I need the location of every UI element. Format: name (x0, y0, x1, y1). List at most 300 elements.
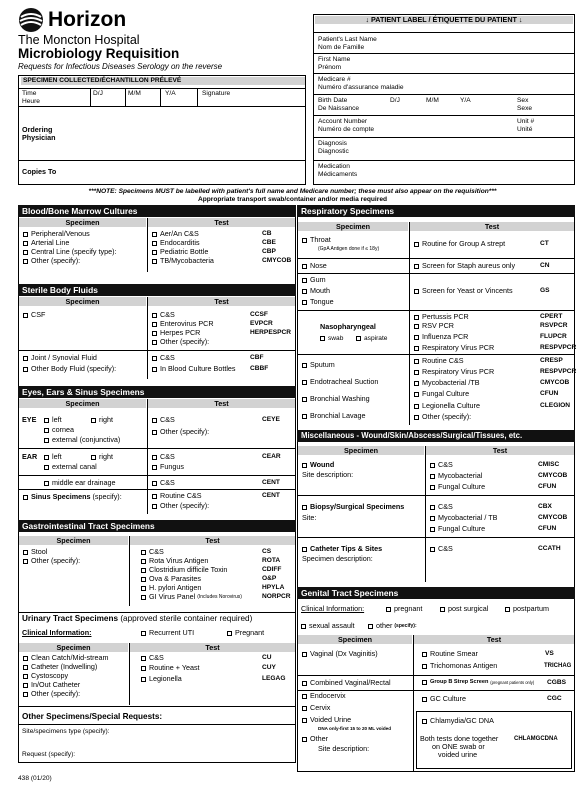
genital-chlamydia-code: CHLAMGCDNA (514, 736, 558, 742)
genital-smear[interactable]: Routine Smear (422, 650, 478, 658)
urinary-section-title: Urinary Tract Specimens (approved sterile container required) (22, 614, 253, 623)
checkbox[interactable] (430, 474, 435, 479)
checkbox[interactable] (23, 367, 28, 372)
labelling-note: ***NOTE: Specimens MUST be labelled with patient's full name and Medicare number; these must also appear on the requisition*** (88, 188, 497, 195)
genital-gbs-code: CGBS (547, 679, 567, 686)
misc-biopsy-test-1[interactable]: Mycobacterial / TB (430, 514, 497, 522)
resp-section-title: Respiratory Specimens (297, 205, 575, 217)
blood-spec-0[interactable]: Peripheral/Venous (23, 230, 90, 238)
genital-other-spec[interactable]: Other (302, 735, 328, 743)
checkbox[interactable] (152, 494, 157, 499)
sterile-spec-header: Specimen (19, 297, 146, 306)
misc-wound-site: Site description: (302, 470, 354, 479)
checkbox[interactable] (152, 481, 157, 486)
resp-test-header: Test (410, 222, 574, 231)
genital-pregnant[interactable]: pregnant (386, 605, 422, 613)
unit-label: Unit # (517, 118, 535, 125)
resp-lower-test-0[interactable]: Routine C&S (414, 357, 464, 365)
checkbox[interactable] (302, 289, 307, 294)
diagnosis-label: Diagnosis (318, 140, 347, 147)
checkbox[interactable] (152, 322, 157, 327)
checkbox[interactable] (152, 455, 157, 460)
checkbox[interactable] (302, 505, 307, 510)
sterile-test-0[interactable]: C&S (152, 311, 175, 319)
checkbox[interactable] (23, 356, 28, 361)
checkbox[interactable] (302, 300, 307, 305)
checkbox[interactable] (141, 595, 146, 600)
eyes-spec-header: Specimen (19, 399, 146, 408)
transport-note: Appropriate transport swab/container and/or media required (197, 196, 388, 203)
resp-lower-code-3: CFUN (540, 390, 559, 397)
checkbox[interactable] (152, 313, 157, 318)
sterile-code-1: EVPCR (250, 320, 273, 327)
checkbox[interactable] (302, 718, 307, 723)
checkbox[interactable] (23, 656, 28, 661)
sex-label-fr: Sexe (517, 105, 533, 112)
other-site-label[interactable]: Site/specimens type (specify): (22, 728, 110, 735)
resp-lower-spec-2[interactable]: Bronchial Washing (302, 395, 370, 403)
urinary-spec-3[interactable]: In/Out Catheter (23, 681, 80, 689)
misc-section-title: Miscellaneous - Wound/Skin/Abscess/Surgical/Tissues, etc. (297, 430, 575, 442)
gi-test-3[interactable]: Ova & Parasites (141, 575, 201, 583)
physician-label: Physician (22, 133, 56, 142)
gi-test-0[interactable]: C&S (141, 548, 164, 556)
checkbox[interactable] (23, 550, 28, 555)
checkbox[interactable] (302, 463, 307, 468)
resp-lower-test-4[interactable]: Legionella Culture (414, 402, 480, 410)
resp-lower-code-0: CRESP (540, 357, 563, 364)
checkbox[interactable] (44, 438, 49, 443)
genital-assault[interactable]: sexual assault (301, 622, 355, 630)
gi-test-4[interactable]: H. pylori Antigen (141, 584, 201, 592)
eyes-test-header: Test (148, 399, 295, 408)
genital-gc[interactable]: GC Culture (422, 695, 466, 703)
other-request-label[interactable]: Request (specify): (22, 751, 76, 758)
checkbox[interactable] (302, 652, 307, 657)
resp-spec-header: Specimen (298, 222, 408, 231)
checkbox[interactable] (141, 631, 146, 636)
checkbox[interactable] (422, 697, 427, 702)
sex-label: Sex (517, 97, 529, 104)
form-subtitle: Requests for Infectious Diseases Serology on the reverse (18, 62, 223, 71)
sterile-test-1[interactable]: Enterovirus PCR (152, 320, 214, 328)
resp-naso-test-3[interactable]: Respiratory Virus PCR (414, 344, 494, 352)
misc-biopsy-code-1: CMYCOB (538, 514, 568, 521)
checkbox[interactable] (368, 624, 373, 629)
urinary-code-0: CU (262, 654, 272, 661)
genital-test-header: Test (414, 635, 574, 644)
checkbox[interactable] (152, 418, 157, 423)
dob-label: Birth Date (318, 97, 348, 104)
checkbox[interactable] (152, 259, 157, 264)
time-label-fr: Heure (22, 98, 40, 105)
resp-naso-test-2[interactable]: Influenza PCR (414, 333, 468, 341)
misc-wound-test-0[interactable]: C&S (430, 461, 453, 469)
resp-naso-code-3: RESPVPCR (540, 344, 577, 351)
checkbox[interactable] (44, 481, 49, 486)
resp-tongue[interactable]: Tongue (302, 298, 334, 306)
misc-wound-code-0: CMISC (538, 461, 560, 468)
misc-biopsy-test-0[interactable]: C&S (430, 503, 453, 511)
checkbox[interactable] (301, 624, 306, 629)
checkbox[interactable] (152, 504, 157, 509)
eye-code: CEYE (262, 416, 280, 423)
checkbox[interactable] (44, 465, 49, 470)
collected-year: Y/A (165, 90, 176, 97)
genital-vaginal[interactable]: Vaginal (Dx Vaginitis) (302, 650, 378, 658)
resp-throat[interactable]: Throat (302, 236, 331, 244)
resp-lower-test-5[interactable]: Other (specify): (414, 413, 471, 421)
genital-post-surgical[interactable]: post surgical (440, 605, 488, 613)
collected-box (18, 75, 306, 185)
urinary-spec-header: Specimen (19, 643, 128, 652)
checkbox[interactable] (141, 559, 146, 564)
resp-naso-test-1[interactable]: RSV PCR (414, 322, 454, 330)
sterile-test2-1[interactable]: In Blood Culture Bottles (152, 365, 236, 373)
resp-staph[interactable]: Screen for Staph aureus only (414, 262, 515, 270)
blood-spec-header: Specimen (19, 218, 146, 227)
urinary-spec-2[interactable]: Cystoscopy (23, 672, 68, 680)
diagnosis-label-fr: Diagnostic (318, 148, 349, 155)
middle-test[interactable]: C&S (152, 479, 175, 487)
misc-biopsy-code-2: CFUN (538, 525, 557, 532)
checkbox[interactable] (414, 381, 419, 386)
genital-postpartum[interactable]: postpartum (505, 605, 549, 613)
resp-strep[interactable]: Routine for Group A strept (414, 240, 505, 248)
genital-trich-code: TRICHAG (544, 663, 572, 669)
eye-conjunctiva[interactable]: external (conjunctiva) (44, 436, 120, 444)
checkbox[interactable] (152, 250, 157, 255)
checkbox[interactable] (422, 652, 427, 657)
first-name-label-fr: Prénom (318, 64, 342, 71)
dob-month: M/M (426, 97, 439, 104)
genital-section-title: Genital Tract Specimens (297, 587, 575, 599)
time-label: Time (22, 90, 37, 97)
misc-catheter-code: CCATH (538, 545, 561, 552)
sterile-test-2[interactable]: Herpes PCR (152, 329, 200, 337)
misc-biopsy-test-2[interactable]: Fungal Culture (430, 525, 485, 533)
gi-code-5: NORPCR (262, 593, 291, 600)
urinary-spec-0[interactable]: Clean Catch/Mid-stream (23, 654, 109, 662)
sinus-spec[interactable]: Sinus Specimens (specify): (23, 493, 122, 501)
form-title: Microbiology Requisition (18, 46, 180, 61)
checkbox[interactable] (152, 430, 157, 435)
checkbox[interactable] (141, 577, 146, 582)
unit-label-fr: Unité (517, 126, 533, 133)
genital-clinical-label: Clinical Information: (301, 604, 365, 613)
genital-trich[interactable]: Trichomonas Antigen (422, 662, 497, 670)
resp-gpa-note: (GpA Antigen done if ≤ 18y) (318, 246, 380, 252)
urinary-recurrent[interactable]: Recurrent UTI (141, 629, 194, 637)
blood-code-2: CBP (262, 248, 276, 255)
medicare-label: Medicare # (318, 76, 351, 83)
resp-naso-label: Nasopharyngeal (320, 322, 376, 331)
blood-test-3[interactable]: TB/Mycobacteria (152, 257, 214, 265)
checkbox[interactable] (414, 289, 419, 294)
checkbox[interactable] (430, 527, 435, 532)
genital-chlamydia[interactable]: Chlamydia/GC DNA (422, 717, 494, 725)
checkbox[interactable] (23, 241, 28, 246)
form-code: 438 (01/20) (18, 775, 52, 782)
ear-canal[interactable]: external canal (44, 463, 97, 471)
ear-left[interactable]: left (44, 453, 62, 461)
resp-mouth[interactable]: Mouth (302, 287, 330, 295)
checkbox[interactable] (414, 392, 419, 397)
ear-code: CEAR (262, 453, 281, 460)
urinary-pregnant[interactable]: Pregnant (227, 629, 264, 637)
checkbox[interactable] (422, 664, 427, 669)
collected-month: M/M (128, 90, 141, 97)
genital-spec-0[interactable]: Endocervix (302, 692, 346, 700)
checkbox[interactable] (414, 324, 419, 329)
checkbox[interactable] (302, 238, 307, 243)
checkbox[interactable] (152, 465, 157, 470)
checkbox[interactable] (302, 414, 307, 419)
sterile-code2-1: CBBF (250, 365, 269, 372)
gi-test-1[interactable]: Rota Virus Antigen (141, 557, 208, 565)
gi-test-header: Test (130, 536, 295, 545)
checkbox[interactable] (23, 683, 28, 688)
checkbox[interactable] (91, 455, 96, 460)
checkbox[interactable] (44, 428, 49, 433)
resp-gum[interactable]: Gum (302, 276, 326, 284)
misc-test-header: Test (426, 446, 574, 455)
sinus-test-0[interactable]: Routine C&S (152, 492, 202, 500)
checkbox[interactable] (302, 706, 307, 711)
checkbox[interactable] (414, 370, 419, 375)
resp-naso-code-1: RSVPCR (540, 322, 568, 329)
ordering-label: Ordering (22, 125, 53, 134)
resp-strep-code: CT (540, 240, 549, 247)
medication-label: Medication (318, 163, 350, 170)
checkbox[interactable] (422, 719, 427, 724)
gi-code-3: O&P (262, 575, 277, 582)
checkbox[interactable] (23, 250, 28, 255)
resp-staph-code: CN (540, 262, 550, 269)
gi-code-0: CS (262, 548, 272, 555)
urinary-clinical-label: Clinical Information: (22, 628, 92, 637)
resp-naso-aspirate[interactable]: aspirate (356, 335, 387, 343)
checkbox[interactable] (152, 331, 157, 336)
gi-section-title: Gastrointestinal Tract Specimens (18, 520, 296, 532)
sterile-code2-0: CBF (250, 354, 264, 361)
checkbox[interactable] (152, 241, 157, 246)
resp-lower-test-3[interactable]: Fungal Culture (414, 390, 469, 398)
checkbox[interactable] (152, 367, 157, 372)
misc-biopsy[interactable]: Biopsy/Surgical Specimens (302, 503, 404, 511)
blood-test-0[interactable]: Aer/An C&S (152, 230, 199, 238)
patient-label-title: ↓ PATIENT LABEL / ÉTIQUETTE DU PATIENT ↓ (315, 16, 573, 24)
ear-test-1[interactable]: Fungus (152, 463, 184, 471)
blood-spec-1[interactable]: Arterial Line (23, 239, 69, 247)
collected-title: SPECIMEN COLLECTED/ÉCHANTILLON PRÉLEVÉ (21, 77, 305, 85)
checkbox[interactable] (430, 547, 435, 552)
genital-spec-2[interactable]: Voided Urine (302, 716, 351, 724)
blood-test-header: Test (148, 218, 295, 227)
checkbox[interactable] (141, 677, 146, 682)
sterile-test-3[interactable]: Other (specify): (152, 338, 209, 346)
misc-catheter-test[interactable]: C&S (430, 545, 453, 553)
checkbox[interactable] (302, 737, 307, 742)
checkbox[interactable] (414, 415, 419, 420)
checkbox[interactable] (302, 278, 307, 283)
urinary-spec-1[interactable]: Catheter (Indwelling) (23, 663, 97, 671)
checkbox[interactable] (505, 607, 510, 612)
checkbox[interactable] (320, 336, 325, 341)
misc-wound-code-2: CFUN (538, 483, 557, 490)
checkbox[interactable] (23, 665, 28, 670)
blood-test-1[interactable]: Endocarditis (152, 239, 200, 247)
resp-nose[interactable]: Nose (302, 262, 327, 270)
checkbox[interactable] (141, 666, 146, 671)
sterile-spec-other[interactable]: Other Body Fluid (specify): (23, 365, 116, 373)
misc-wound[interactable]: Wound (302, 461, 334, 469)
misc-catheter[interactable]: Catheter Tips & Sites (302, 545, 382, 553)
checkbox[interactable] (414, 264, 419, 269)
checkbox[interactable] (302, 547, 307, 552)
gi-spec-1[interactable]: Other (specify): (23, 557, 80, 565)
checkbox[interactable] (23, 495, 28, 500)
checkbox[interactable] (91, 418, 96, 423)
ear-test-0[interactable]: C&S (152, 453, 175, 461)
blood-code-0: CB (262, 230, 272, 237)
urinary-test-2[interactable]: Legionella (141, 675, 182, 683)
gi-test-5[interactable]: GI Virus Panel (Includes Norovirus) (141, 593, 242, 601)
checkbox[interactable] (422, 680, 427, 685)
misc-biopsy-site: Site: (302, 513, 317, 522)
misc-wound-test-2[interactable]: Fungal Culture (430, 483, 485, 491)
sterile-test2-0[interactable]: C&S (152, 354, 175, 362)
resp-naso-code-0: CPERT (540, 313, 563, 320)
genital-gbs[interactable]: Group B Strep Screen (pregnant patients only) (422, 679, 534, 687)
sinus-test-1[interactable]: Other (specify): (152, 502, 209, 510)
checkbox[interactable] (302, 681, 307, 686)
checkbox[interactable] (430, 463, 435, 468)
checkbox[interactable] (23, 259, 28, 264)
checkbox[interactable] (414, 315, 419, 320)
resp-lower-spec-1[interactable]: Endotracheal Suction (302, 378, 378, 386)
checkbox[interactable] (23, 232, 28, 237)
checkbox[interactable] (44, 455, 49, 460)
resp-lower-spec-0[interactable]: Sputum (302, 361, 335, 369)
misc-wound-test-1[interactable]: Mycobacterial (430, 472, 482, 480)
genital-gc-code: CGC (547, 695, 562, 702)
last-name-label-fr: Nom de Famille (318, 44, 365, 51)
gi-spec-0[interactable]: Stool (23, 548, 47, 556)
resp-lower-code-2: CMYCOB (540, 379, 570, 386)
middle-ear[interactable]: middle ear drainage (44, 479, 116, 487)
urinary-test-0[interactable]: C&S (141, 654, 164, 662)
blood-code-3: CMYCOB (262, 257, 292, 264)
resp-naso-swab[interactable]: swab (320, 335, 343, 343)
gi-code-2: CDIFF (262, 566, 282, 573)
gi-test-2[interactable]: Clostridium difficile Toxin (141, 566, 227, 574)
blood-spec-2[interactable]: Central Line (specify type): (23, 248, 117, 256)
checkbox[interactable] (23, 559, 28, 564)
sterile-code-2: HERPESPCR (250, 329, 292, 336)
urinary-code-1: CUY (262, 664, 276, 671)
signature-label: Signature (202, 90, 231, 97)
checkbox[interactable] (414, 335, 419, 340)
checkbox[interactable] (141, 568, 146, 573)
ear-right[interactable]: right (91, 453, 113, 461)
checkbox[interactable] (414, 346, 419, 351)
checkbox[interactable] (302, 264, 307, 269)
resp-naso-test-0[interactable]: Pertussis PCR (414, 313, 469, 321)
gi-code-4: HPYLA (262, 584, 285, 591)
checkbox[interactable] (302, 363, 307, 368)
checkbox[interactable] (302, 694, 307, 699)
blood-spec-3[interactable]: Other (specify): (23, 257, 80, 265)
eye-test-1[interactable]: Other (specify): (152, 428, 209, 436)
eye-test-0[interactable]: C&S (152, 416, 175, 424)
checkbox[interactable] (302, 397, 307, 402)
resp-lower-test-1[interactable]: Respiratory Virus PCR (414, 368, 494, 376)
sterile-section-title: Sterile Body Fluids (18, 284, 296, 296)
misc-catheter-desc: Specimen description: (302, 554, 373, 563)
checkbox[interactable] (23, 692, 28, 697)
checkbox[interactable] (386, 607, 391, 612)
checkbox[interactable] (152, 232, 157, 237)
checkbox[interactable] (414, 242, 419, 247)
urinary-spec-4[interactable]: Other (specify): (23, 690, 80, 698)
checkbox[interactable] (440, 607, 445, 612)
hospital-name: The Moncton Hospital (18, 33, 140, 47)
chlamydia-note-3: voided urine (438, 750, 478, 759)
genital-spec-1[interactable]: Cervix (302, 704, 330, 712)
checkbox[interactable] (414, 359, 419, 364)
blood-code-1: CBE (262, 239, 276, 246)
eye-left[interactable]: left (44, 416, 62, 424)
copies-to-label: Copies To (22, 167, 57, 176)
checkbox[interactable] (302, 380, 307, 385)
collected-day: D/J (93, 90, 103, 97)
urinary-test-header: Test (130, 643, 295, 652)
checkbox[interactable] (430, 516, 435, 521)
sterile-spec-joint[interactable]: Joint / Synovial Fluid (23, 354, 97, 362)
genital-other[interactable]: other (specify): (368, 622, 417, 630)
resp-lower-test-2[interactable]: Mycobacterial /TB (414, 379, 480, 387)
account-label-fr: Numéro de compte (318, 126, 375, 133)
checkbox[interactable] (414, 404, 419, 409)
checkbox[interactable] (152, 340, 157, 345)
urinary-code-2: LEGAG (262, 675, 286, 682)
checkbox[interactable] (141, 656, 146, 661)
genital-spec-header: Specimen (298, 635, 412, 644)
checkbox[interactable] (44, 418, 49, 423)
medicare-label-fr: Numéro d'assurance maladie (318, 84, 404, 91)
checkbox[interactable] (356, 336, 361, 341)
checkbox[interactable] (23, 313, 28, 318)
checkbox[interactable] (430, 505, 435, 510)
checkbox[interactable] (430, 485, 435, 490)
resp-lower-spec-3[interactable]: Bronchial Lavage (302, 412, 366, 420)
genital-combined[interactable]: Combined Vaginal/Rectal (302, 679, 391, 687)
resp-yeast[interactable]: Screen for Yeast or Vincents (414, 287, 513, 295)
checkbox[interactable] (23, 674, 28, 679)
eye-cornea[interactable]: cornea (44, 426, 74, 434)
eye-right[interactable]: right (91, 416, 113, 424)
checkbox[interactable] (227, 631, 232, 636)
blood-test-2[interactable]: Pediatric Bottle (152, 248, 208, 256)
sterile-spec-csf[interactable]: CSF (23, 311, 45, 319)
checkbox[interactable] (141, 550, 146, 555)
urinary-test-1[interactable]: Routine + Yeast (141, 664, 200, 672)
genital-smear-code: VS (545, 650, 554, 657)
checkbox[interactable] (152, 356, 157, 361)
checkbox[interactable] (141, 586, 146, 591)
resp-naso-code-2: FLUPCR (540, 333, 567, 340)
